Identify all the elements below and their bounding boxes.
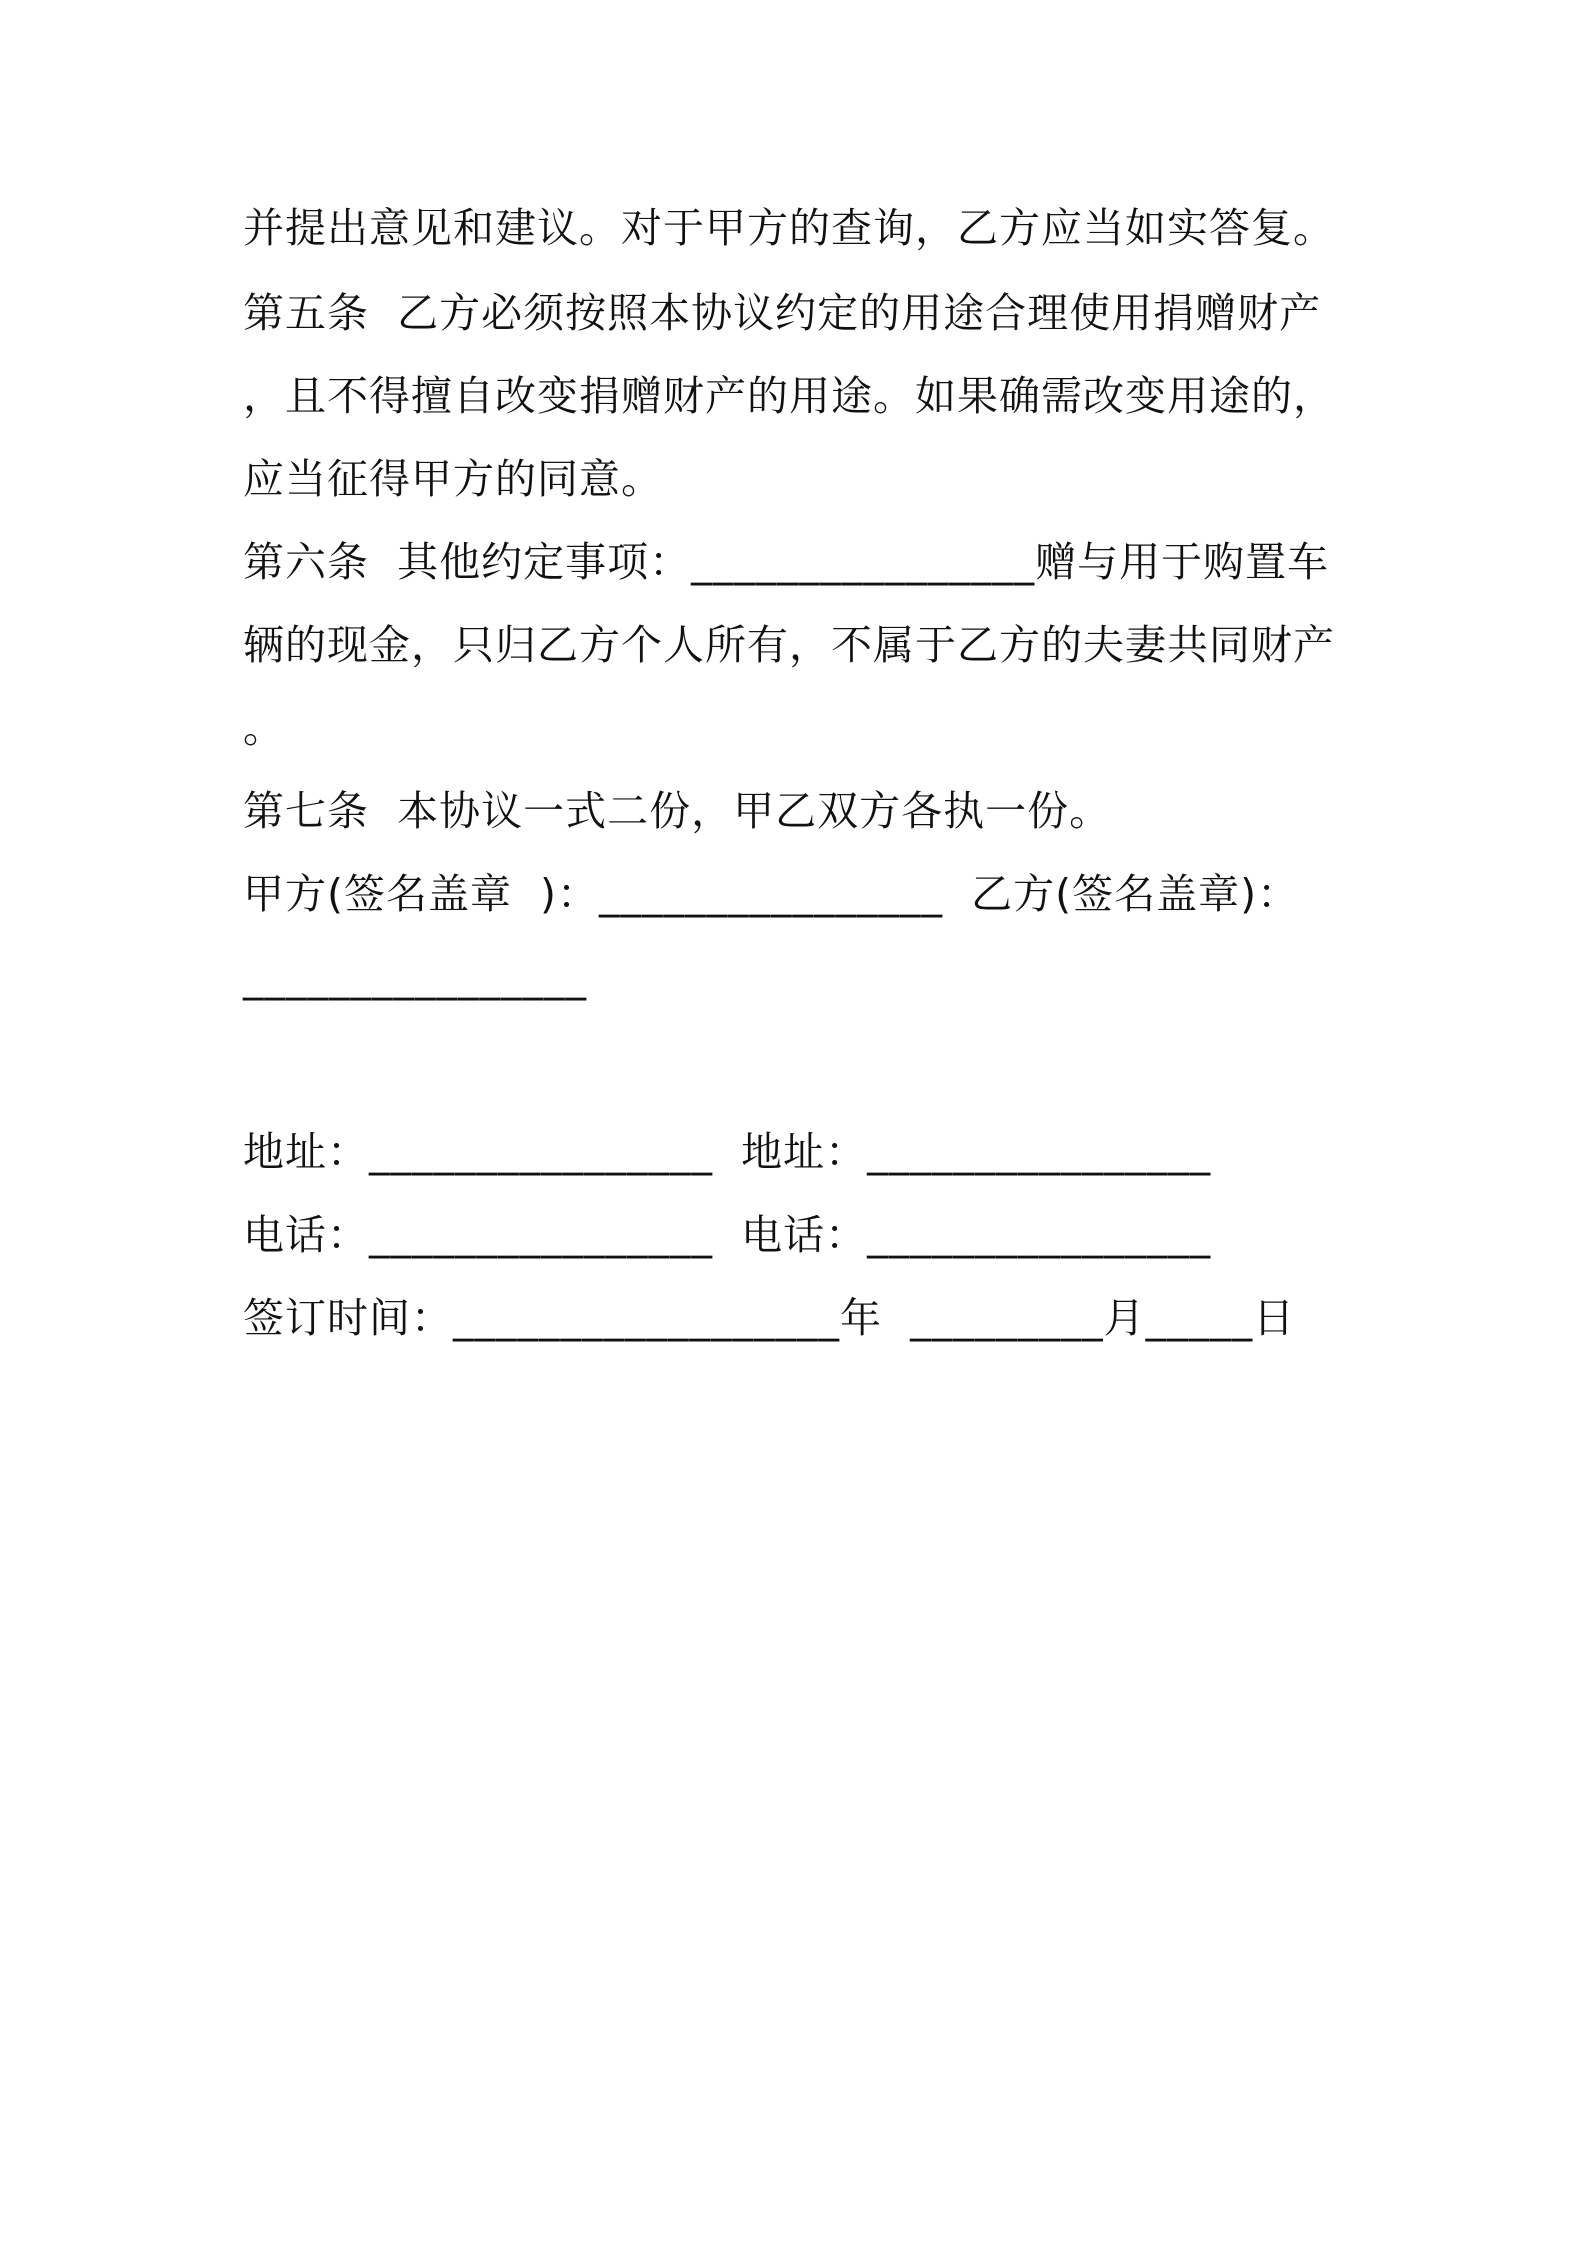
address-line: 地址：________________ 地址：________________ [243, 1128, 1212, 1176]
signature-line: 甲方(签名盖章 )：________________ 乙方(签名盖章)： [243, 870, 1300, 918]
article-5-line-2: ，且不得擅自改变捐赠财产的用途。如果确需改变用途的， [243, 372, 1335, 420]
article-7-line: 第七条 本协议一式二份，甲乙双方各执一份。 [243, 787, 1112, 835]
paragraph-line-1: 并提出意见和建议。对于甲方的查询，乙方应当如实答复。 [243, 204, 1335, 252]
article-6-line-3: 。 [243, 704, 285, 752]
signing-date-line: 签订时间：__________________年 _________月_____日 [243, 1294, 1296, 1342]
signature-blank-line: ________________ [243, 953, 587, 1001]
article-6-line-2: 辆的现金，只归乙方个人所有，不属于乙方的夫妻共同财产 [243, 621, 1335, 669]
article-6-line-1: 第六条 其他约定事项：________________赠与用于购置车 [243, 538, 1330, 586]
phone-line: 电话：________________ 电话：________________ [243, 1211, 1212, 1259]
article-5-line-3: 应当征得甲方的同意。 [243, 455, 663, 503]
article-5-line-1: 第五条 乙方必须按照本协议约定的用途合理使用捐赠财产 [243, 289, 1322, 337]
